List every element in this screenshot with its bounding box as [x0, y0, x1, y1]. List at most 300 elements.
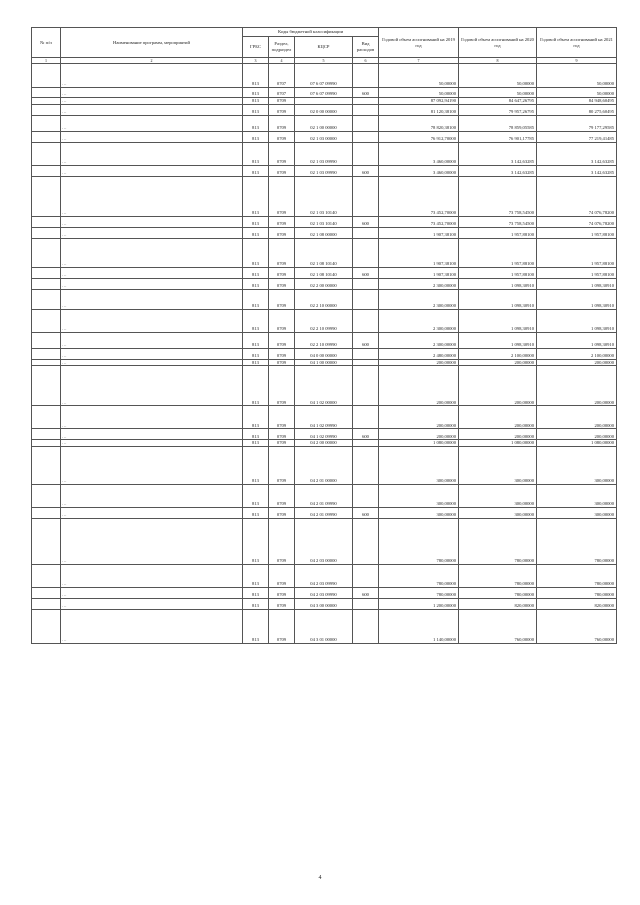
- row-number: [32, 406, 61, 429]
- row-amount-2020: 79 957,26795: [459, 104, 537, 115]
- row-amount-2019: 2 300,00000: [379, 278, 459, 289]
- row-amount-2021: 3 142,63285: [537, 165, 617, 176]
- header-grbs: ГРБС: [243, 37, 269, 58]
- row-razdel: 0709: [269, 484, 295, 507]
- row-vr: [353, 564, 379, 587]
- row-vr: [353, 348, 379, 359]
- row-razdel: 0709: [269, 267, 295, 278]
- row-ksr: 02 1 03 00000: [295, 131, 353, 142]
- row-amount-2021: 1 080,00000: [537, 440, 617, 447]
- table-row: [32, 238, 617, 267]
- table-header: [32, 28, 617, 64]
- row-name: …: [61, 332, 243, 348]
- table-row: [32, 309, 617, 332]
- row-amount-2019: 78 820,38100: [379, 115, 459, 131]
- row-name: …: [61, 359, 243, 366]
- row-amount-2020: 50,00000: [459, 88, 537, 98]
- table-row: [32, 518, 617, 564]
- column-index: 9: [537, 58, 617, 64]
- row-ksr: 02 1 08 00000: [295, 227, 353, 238]
- table-row: [32, 507, 617, 518]
- row-ksr: 04 2 03 00000: [295, 518, 353, 564]
- table-row: [32, 289, 617, 309]
- row-amount-2021: 1 098,30910: [537, 278, 617, 289]
- row-name: …: [61, 88, 243, 98]
- row-amount-2020: 780,00000: [459, 587, 537, 598]
- row-number: [32, 598, 61, 609]
- row-amount-2020: 3 142,63285: [459, 142, 537, 165]
- row-amount-2020: 820,00000: [459, 598, 537, 609]
- row-amount-2019: 300,00000: [379, 484, 459, 507]
- row-vr: [353, 227, 379, 238]
- table-row: [32, 98, 617, 105]
- row-razdel: 0707: [269, 64, 295, 88]
- row-number: [32, 267, 61, 278]
- row-amount-2021: 2 100,00000: [537, 348, 617, 359]
- table-row: [32, 484, 617, 507]
- row-name: …: [61, 227, 243, 238]
- row-amount-2020: 200,00000: [459, 429, 537, 440]
- row-razdel: 0709: [269, 587, 295, 598]
- row-amount-2021: 780,00000: [537, 587, 617, 598]
- header-volume-2019: Годовой объем ассигнований на 2019 год: [379, 28, 459, 58]
- row-amount-2019: 1 200,00000: [379, 598, 459, 609]
- row-razdel: 0709: [269, 359, 295, 366]
- row-grbs: 813: [243, 289, 269, 309]
- row-vr: [353, 142, 379, 165]
- row-ksr: 04 1 02 09990: [295, 406, 353, 429]
- row-amount-2021: 84 948,60495: [537, 98, 617, 105]
- table-row: [32, 227, 617, 238]
- row-vr: [353, 176, 379, 216]
- row-vr: [353, 64, 379, 88]
- row-name: …: [61, 142, 243, 165]
- row-grbs: 813: [243, 587, 269, 598]
- row-ksr: 04 1 02 09990: [295, 429, 353, 440]
- table-row: [32, 142, 617, 165]
- row-amount-2021: 1 957,88100: [537, 267, 617, 278]
- row-vr: [353, 609, 379, 643]
- row-amount-2021: 820,00000: [537, 598, 617, 609]
- row-amount-2021: 50,00000: [537, 88, 617, 98]
- row-razdel: 0709: [269, 429, 295, 440]
- row-razdel: 0709: [269, 165, 295, 176]
- page-number: 4: [318, 875, 322, 881]
- budget-allocation-table: [31, 27, 617, 644]
- row-amount-2020: 76 901,17785: [459, 131, 537, 142]
- row-amount-2020: 84 647,26795: [459, 98, 537, 105]
- row-vr: [353, 359, 379, 366]
- row-name: …: [61, 446, 243, 484]
- row-amount-2020: 300,00000: [459, 446, 537, 484]
- row-amount-2020: 1 098,30910: [459, 289, 537, 309]
- row-vr: [353, 131, 379, 142]
- table-body: [32, 64, 617, 644]
- row-grbs: 813: [243, 238, 269, 267]
- row-amount-2020: 200,00000: [459, 366, 537, 406]
- row-amount-2021: 1 098,30910: [537, 309, 617, 332]
- table-row: [32, 446, 617, 484]
- table-row: [32, 64, 617, 88]
- row-name: …: [61, 115, 243, 131]
- row-amount-2021: 79 177,29585: [537, 115, 617, 131]
- row-razdel: 0709: [269, 598, 295, 609]
- row-razdel: 0709: [269, 518, 295, 564]
- row-grbs: 813: [243, 309, 269, 332]
- row-name: …: [61, 587, 243, 598]
- row-name: …: [61, 518, 243, 564]
- row-amount-2021: 50,00000: [537, 64, 617, 88]
- row-amount-2021: 77 219,41485: [537, 131, 617, 142]
- row-ksr: 04 2 01 09990: [295, 484, 353, 507]
- table-row: [32, 429, 617, 440]
- row-vr: [353, 446, 379, 484]
- row-vr: 600: [353, 332, 379, 348]
- row-amount-2019: 50,00000: [379, 88, 459, 98]
- row-razdel: 0709: [269, 332, 295, 348]
- row-number: [32, 587, 61, 598]
- header-name: Наименование программ, мероприятий: [61, 28, 243, 58]
- row-number: [32, 165, 61, 176]
- row-amount-2019: 3 460,00000: [379, 142, 459, 165]
- row-grbs: 813: [243, 446, 269, 484]
- row-amount-2019: 200,00000: [379, 359, 459, 366]
- row-amount-2021: 200,00000: [537, 359, 617, 366]
- row-ksr: 02 1 08 10140: [295, 267, 353, 278]
- row-amount-2019: 1 080,00000: [379, 440, 459, 447]
- row-grbs: 813: [243, 598, 269, 609]
- row-grbs: 813: [243, 359, 269, 366]
- row-ksr: 04 3 01 00000: [295, 609, 353, 643]
- row-grbs: 813: [243, 366, 269, 406]
- row-ksr: 04 2 03 09990: [295, 587, 353, 598]
- row-amount-2020: 1 957,88100: [459, 238, 537, 267]
- row-razdel: 0709: [269, 446, 295, 484]
- row-number: [32, 446, 61, 484]
- table-row: [32, 359, 617, 366]
- table-row: [32, 366, 617, 406]
- row-razdel: 0709: [269, 227, 295, 238]
- row-amount-2020: 73 758,54500: [459, 176, 537, 216]
- row-amount-2019: 50,00000: [379, 64, 459, 88]
- row-vr: [353, 484, 379, 507]
- header-volume-2021: Годовой объем ассигнований на 2021 год: [537, 28, 617, 58]
- row-grbs: 813: [243, 429, 269, 440]
- table-row: [32, 406, 617, 429]
- row-name: …: [61, 98, 243, 105]
- row-number: [32, 216, 61, 227]
- table-row: [32, 131, 617, 142]
- row-ksr: 02 1 08 10140: [295, 238, 353, 267]
- row-vr: [353, 440, 379, 447]
- row-number: [32, 176, 61, 216]
- row-amount-2019: 2 480,00000: [379, 348, 459, 359]
- row-amount-2020: 300,00000: [459, 507, 537, 518]
- row-amount-2020: 1 957,88100: [459, 227, 537, 238]
- row-amount-2019: 300,00000: [379, 507, 459, 518]
- column-index: 8: [459, 58, 537, 64]
- row-name: …: [61, 366, 243, 406]
- row-vr: 600: [353, 507, 379, 518]
- row-vr: 600: [353, 165, 379, 176]
- row-name: …: [61, 165, 243, 176]
- row-vr: [353, 309, 379, 332]
- row-vr: [353, 598, 379, 609]
- row-vr: [353, 406, 379, 429]
- row-ksr: 04 2 00 00000: [295, 440, 353, 447]
- row-razdel: 0709: [269, 348, 295, 359]
- row-grbs: 813: [243, 406, 269, 429]
- row-vr: 600: [353, 267, 379, 278]
- row-amount-2019: 1 907,38100: [379, 238, 459, 267]
- row-name: …: [61, 429, 243, 440]
- table-row: [32, 115, 617, 131]
- row-number: [32, 278, 61, 289]
- row-amount-2020: 1 957,88100: [459, 267, 537, 278]
- row-number: [32, 507, 61, 518]
- row-amount-2019: 2 300,00000: [379, 332, 459, 348]
- row-razdel: 0709: [269, 216, 295, 227]
- header-ksr: КЦСР: [295, 37, 353, 58]
- row-number: [32, 131, 61, 142]
- row-amount-2021: 3 142,63285: [537, 142, 617, 165]
- row-grbs: 813: [243, 176, 269, 216]
- row-ksr: 02 1 00 00000: [295, 115, 353, 131]
- row-ksr: 04 2 01 00000: [295, 446, 353, 484]
- row-number: [32, 359, 61, 366]
- row-ksr: 02 2 10 00000: [295, 289, 353, 309]
- row-amount-2021: 1 957,88100: [537, 238, 617, 267]
- row-razdel: 0709: [269, 406, 295, 429]
- row-grbs: 813: [243, 267, 269, 278]
- row-name: …: [61, 289, 243, 309]
- row-name: …: [61, 348, 243, 359]
- table-row: [32, 564, 617, 587]
- row-amount-2019: 3 460,00000: [379, 165, 459, 176]
- row-amount-2021: 300,00000: [537, 446, 617, 484]
- table-row: [32, 278, 617, 289]
- row-number: [32, 484, 61, 507]
- table-row: [32, 216, 617, 227]
- row-name: …: [61, 564, 243, 587]
- row-amount-2019: 73 452,70000: [379, 176, 459, 216]
- row-vr: 600: [353, 429, 379, 440]
- row-razdel: 0709: [269, 98, 295, 105]
- row-ksr: 02 0 00 00000: [295, 104, 353, 115]
- row-name: …: [61, 216, 243, 227]
- row-number: [32, 64, 61, 88]
- row-amount-2019: 200,00000: [379, 429, 459, 440]
- row-razdel: 0709: [269, 440, 295, 447]
- row-razdel: 0709: [269, 609, 295, 643]
- row-amount-2020: 200,00000: [459, 406, 537, 429]
- row-ksr: 02 1 03 09990: [295, 165, 353, 176]
- row-amount-2020: 780,00000: [459, 564, 537, 587]
- row-razdel: 0709: [269, 176, 295, 216]
- row-amount-2020: 73 758,54500: [459, 216, 537, 227]
- row-amount-2019: 780,00000: [379, 564, 459, 587]
- header-number: № п/п: [32, 28, 61, 58]
- row-razdel: 0707: [269, 88, 295, 98]
- column-index: 5: [295, 58, 353, 64]
- row-ksr: 04 1 00 00000: [295, 359, 353, 366]
- row-amount-2020: 760,00000: [459, 609, 537, 643]
- row-number: [32, 564, 61, 587]
- row-razdel: 0709: [269, 366, 295, 406]
- column-index: 4: [269, 58, 295, 64]
- row-amount-2019: 1 907,38100: [379, 267, 459, 278]
- header-codes-group: Коды бюджетной классификации: [243, 28, 379, 37]
- row-amount-2020: 200,00000: [459, 359, 537, 366]
- row-razdel: 0709: [269, 564, 295, 587]
- row-grbs: 813: [243, 104, 269, 115]
- row-amount-2020: 1 080,00000: [459, 440, 537, 447]
- row-amount-2020: 2 100,00000: [459, 348, 537, 359]
- row-name: …: [61, 440, 243, 447]
- row-name: …: [61, 104, 243, 115]
- row-ksr: 04 0 00 00000: [295, 348, 353, 359]
- row-name: …: [61, 131, 243, 142]
- row-amount-2021: 74 076,78200: [537, 176, 617, 216]
- row-vr: [353, 518, 379, 564]
- row-name: …: [61, 64, 243, 88]
- row-number: [32, 366, 61, 406]
- row-vr: [353, 238, 379, 267]
- row-grbs: 813: [243, 564, 269, 587]
- row-ksr: 04 2 03 09990: [295, 564, 353, 587]
- row-number: [32, 227, 61, 238]
- row-amount-2021: 1 098,30910: [537, 332, 617, 348]
- row-amount-2019: 1 907,38100: [379, 227, 459, 238]
- row-name: …: [61, 609, 243, 643]
- row-amount-2021: 200,00000: [537, 429, 617, 440]
- row-number: [32, 238, 61, 267]
- row-amount-2019: 1 140,00000: [379, 609, 459, 643]
- row-vr: [353, 289, 379, 309]
- row-ksr: 02 1 03 10140: [295, 176, 353, 216]
- table-row: [32, 104, 617, 115]
- row-name: …: [61, 278, 243, 289]
- row-number: [32, 518, 61, 564]
- row-amount-2021: 80 275,60495: [537, 104, 617, 115]
- row-name: …: [61, 598, 243, 609]
- row-grbs: 813: [243, 440, 269, 447]
- row-razdel: 0709: [269, 131, 295, 142]
- row-amount-2021: 74 076,78200: [537, 216, 617, 227]
- row-ksr: 07 6 07 09990: [295, 64, 353, 88]
- row-amount-2020: 1 098,30910: [459, 332, 537, 348]
- row-vr: [353, 98, 379, 105]
- row-ksr: 04 1 02 00000: [295, 366, 353, 406]
- row-vr: [353, 366, 379, 406]
- row-razdel: 0709: [269, 289, 295, 309]
- row-vr: 600: [353, 587, 379, 598]
- row-name: …: [61, 176, 243, 216]
- row-amount-2019: 2 300,00000: [379, 289, 459, 309]
- row-razdel: 0709: [269, 278, 295, 289]
- row-amount-2021: 780,00000: [537, 518, 617, 564]
- table-row: [32, 348, 617, 359]
- row-amount-2021: 760,00000: [537, 609, 617, 643]
- row-grbs: 813: [243, 507, 269, 518]
- row-grbs: 813: [243, 64, 269, 88]
- row-amount-2021: 300,00000: [537, 507, 617, 518]
- row-number: [32, 332, 61, 348]
- row-amount-2021: 200,00000: [537, 366, 617, 406]
- row-number: [32, 309, 61, 332]
- row-amount-2021: 1 098,30910: [537, 289, 617, 309]
- row-vr: [353, 115, 379, 131]
- row-grbs: 813: [243, 142, 269, 165]
- row-grbs: 813: [243, 227, 269, 238]
- row-number: [32, 348, 61, 359]
- row-amount-2019: 87 092,94190: [379, 98, 459, 105]
- table-row: [32, 332, 617, 348]
- row-grbs: 813: [243, 332, 269, 348]
- row-razdel: 0709: [269, 238, 295, 267]
- row-vr: 600: [353, 216, 379, 227]
- column-index: 6: [353, 58, 379, 64]
- row-amount-2019: 200,00000: [379, 366, 459, 406]
- header-razdel: Раздел, подраздел: [269, 37, 295, 58]
- row-number: [32, 440, 61, 447]
- row-number: [32, 289, 61, 309]
- row-number: [32, 115, 61, 131]
- row-grbs: 813: [243, 518, 269, 564]
- table-row: [32, 88, 617, 98]
- row-grbs: 813: [243, 348, 269, 359]
- row-ksr: 04 2 01 09990: [295, 507, 353, 518]
- row-name: …: [61, 484, 243, 507]
- row-amount-2021: 200,00000: [537, 406, 617, 429]
- row-ksr: 02 2 00 00000: [295, 278, 353, 289]
- row-amount-2020: 50,00000: [459, 64, 537, 88]
- row-grbs: 813: [243, 165, 269, 176]
- row-name: …: [61, 406, 243, 429]
- table-row: [32, 598, 617, 609]
- row-name: …: [61, 267, 243, 278]
- row-grbs: 813: [243, 131, 269, 142]
- row-razdel: 0709: [269, 142, 295, 165]
- row-grbs: 813: [243, 216, 269, 227]
- column-index: 7: [379, 58, 459, 64]
- row-amount-2019: 81 120,38100: [379, 104, 459, 115]
- row-amount-2019: 73 452,70000: [379, 216, 459, 227]
- table-row: [32, 165, 617, 176]
- table-row: [32, 440, 617, 447]
- row-grbs: 813: [243, 278, 269, 289]
- row-ksr: 02 1 03 09990: [295, 142, 353, 165]
- row-amount-2019: 780,00000: [379, 587, 459, 598]
- row-name: …: [61, 238, 243, 267]
- row-razdel: 0709: [269, 507, 295, 518]
- row-number: [32, 104, 61, 115]
- table-row: [32, 609, 617, 643]
- row-name: …: [61, 309, 243, 332]
- row-razdel: 0709: [269, 115, 295, 131]
- header-vr: Вид расходов: [353, 37, 379, 58]
- row-amount-2021: 1 957,88100: [537, 227, 617, 238]
- row-number: [32, 88, 61, 98]
- row-razdel: 0709: [269, 104, 295, 115]
- row-ksr: 02 2 10 09990: [295, 332, 353, 348]
- column-index: 2: [61, 58, 243, 64]
- row-ksr: 04 3 00 00000: [295, 598, 353, 609]
- row-ksr: 02 1 03 10140: [295, 216, 353, 227]
- row-vr: 600: [353, 88, 379, 98]
- row-amount-2019: 2 300,00000: [379, 309, 459, 332]
- row-number: [32, 142, 61, 165]
